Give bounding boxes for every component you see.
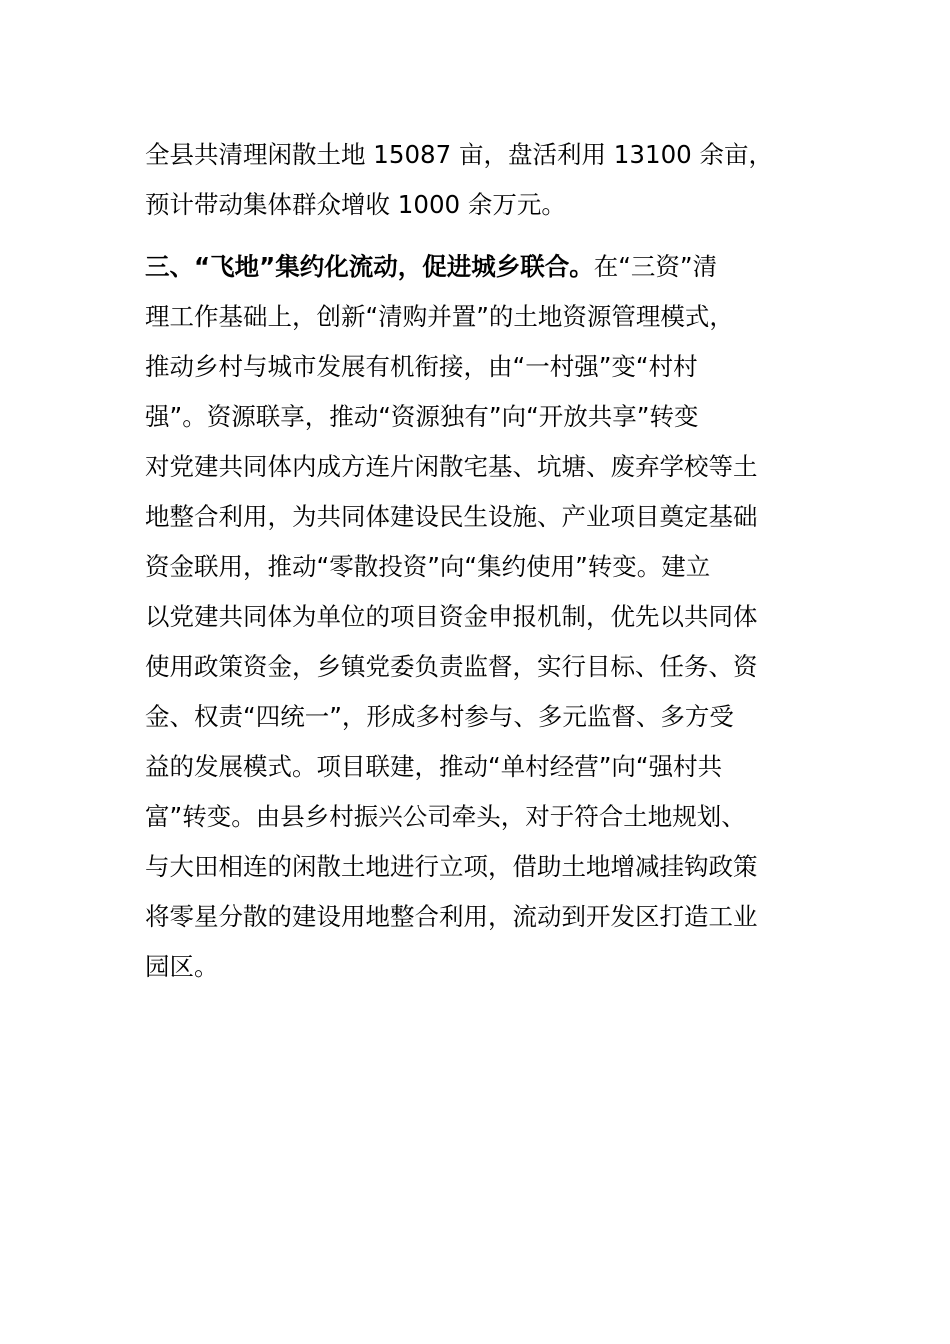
text-line: 园区。	[145, 952, 219, 981]
text-line: 地整合利用，为共同体建设民生设施、产业项目奠定基础	[145, 502, 758, 531]
text-line: 资金联用，推动“零散投资”向“集约使用”转变。建立	[145, 552, 711, 581]
text-line: 理工作基础上，创新“清购并置”的土地资源管理模式，	[145, 302, 734, 331]
paragraph-flying-land	[145, 242, 807, 992]
text-line: 金、权责“四统一”，形成多村参与、多元监督、多方受	[145, 702, 734, 731]
text-line: 益的发展模式。项目联建，推动“单村经营”向“强村共	[145, 752, 723, 781]
text-line: 将零星分散的建设用地整合利用，流动到开发区打造工业	[145, 902, 758, 931]
text-line: 与大田相连的闲散土地进行立项，借助土地增减挂钩政策	[145, 852, 758, 881]
text-line: 使用政策资金，乡镇党委负责监督，实行目标、任务、资	[145, 652, 758, 681]
text-line	[145, 242, 807, 292]
text-line: 富”转变。由县乡村振兴公司牵头，对于符合土地规划、	[145, 802, 746, 831]
heading-line-rest: 在“三资”清	[593, 252, 718, 281]
text-line: 全县共清理闲散土地 15087 亩，盘活利用 13100 余亩，	[145, 140, 774, 169]
text-line: 对党建共同体内成方连片闲散宅基、坑塘、废弃学校等土	[145, 452, 758, 481]
section-heading: 三、“飞地”集约化流动，促进城乡联合。	[145, 252, 594, 281]
text-line: 推动乡村与城市发展有机衔接，由“一村强”变“村村	[145, 352, 698, 381]
text-line: 预计带动集体群众增收 1000 余万元。	[145, 190, 566, 219]
text-line: 强”。资源联享，推动“资源独有”向“开放共享”转变	[145, 402, 699, 431]
paragraph-land-cleanup	[145, 130, 807, 230]
text-line: 以党建共同体为单位的项目资金申报机制，优先以共同体	[145, 602, 758, 631]
